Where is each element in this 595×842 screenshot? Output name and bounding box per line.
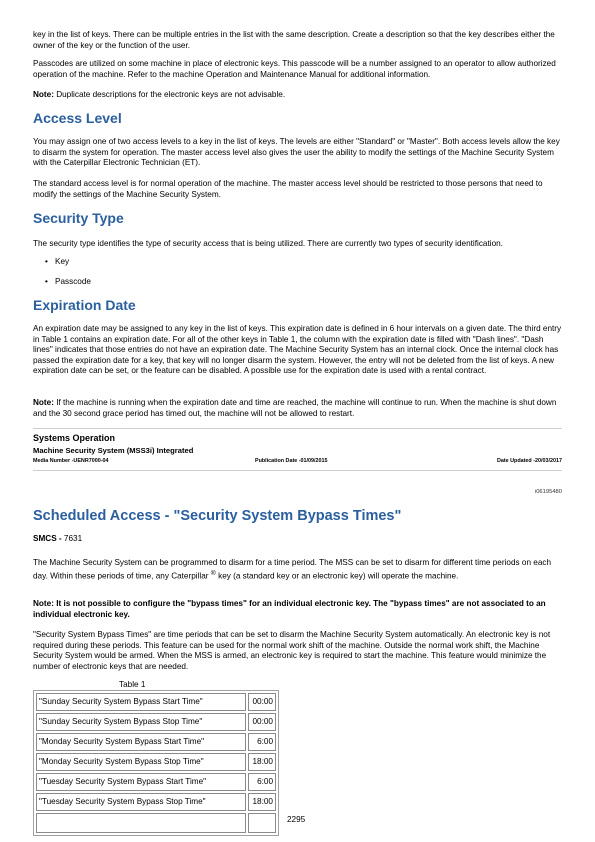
scheduled-paragraph-1 [33, 557, 562, 582]
scheduled-note: Note: It is not possible to configure the "bypass times" for an individual electronic key. The "bypass times" are not associated to an individual electronic key. [33, 599, 546, 619]
note-text: If the machine is running when the expiration date and time are reached, the machine will continue to run. When the machine is shut down and the 30 second grace period has timed out, the machine will not be allowed to restart. [33, 398, 557, 418]
expiration-date-heading: Expiration Date [33, 297, 136, 313]
table-cell-value: 18:00 [248, 753, 276, 771]
page-number: 2295 [287, 815, 306, 824]
table-cell-value: 6:00 [248, 773, 276, 791]
access-level-paragraph-1: You may assign one of two access levels to a key in the list of keys. The levels are either "Standard" or "Master". Both access levels allow the key to disarm the system for operation. The master access level also gives the user the ability to modify the settings of the Machine Security System with the Caterpillar Electronic Technician (ET). [33, 137, 560, 168]
table-row [36, 733, 276, 751]
smcs-value: 7631 [61, 534, 83, 543]
table-cell-value: 18:00 [248, 793, 276, 811]
table-cell-value: 6:00 [248, 733, 276, 751]
security-type-list [45, 257, 91, 297]
table-cell-label: "Sunday Security System Bypass Start Time" [36, 693, 246, 711]
bypass-times-table [33, 690, 279, 836]
table-cell-empty [248, 813, 276, 833]
security-type-heading: Security Type [33, 210, 124, 226]
table-cell-label: "Tuesday Security System Bypass Start Time" [36, 773, 246, 791]
publication-date: Publication Date -01/09/2015 [255, 458, 328, 464]
expiration-paragraph: An expiration date may be assigned to any key in the list of keys. This expiration date is defined in 6 hour intervals on a given date. The third entry in Table 1 contains an expiration date. For all of the other keys in Table 1, the column with the expiration date is filled with "Dash lines". "Dash lines" indicates that those entries do not have an expiration date. The Machine Security System has an internal clock. Once the internal clock has passed the expiration date for a key, that key will no longer disarm the system. However, the entry will not be deleted from the list of keys. A new expiration date can be set, or the feature can be disabled. A possible use for the expiration date is used with a rental contract. [33, 324, 562, 376]
table-row [36, 753, 276, 771]
access-level-paragraph-2: The standard access level is for normal operation of the machine. The master access level should be restricted to those persons that need to modify the settings of the Machine Security System. [33, 179, 543, 199]
expiration-note [33, 398, 562, 419]
scheduled-access-heading: Scheduled Access - "Security System Bypass Times" [33, 508, 402, 524]
table-caption: Table 1 [119, 680, 146, 689]
table-row [36, 813, 276, 833]
table-cell-label: "Monday Security System Bypass Stop Time" [36, 753, 246, 771]
scheduled-text-b: key (a standard key or an electronic key) will operate the machine. [215, 571, 459, 581]
intro-note [33, 90, 285, 101]
table-row [36, 693, 276, 711]
media-number: Media Number -UENR7000-04 [33, 458, 109, 464]
table-cell-value: 00:00 [248, 693, 276, 711]
scheduled-paragraph-2: "Security System Bypass Times" are time periods that can be set to disarm the Machine Security System automatically. An electronic key is not required during these periods. This feature can be used for the normal work shift of the machine. Outside the normal work shift, the Machine Security System would be armed. When the MSS is armed, an electronic key is required to start the machine. This feature would minimize the number of electronic keys that are needed. [33, 630, 551, 671]
registered-mark: ® [210, 570, 216, 577]
table-row [36, 713, 276, 731]
table-cell-value: 00:00 [248, 713, 276, 731]
table-row [36, 793, 276, 811]
table-row [36, 773, 276, 791]
systems-operation-subtitle: Machine Security System (MSS3i) Integrated [33, 446, 194, 455]
list-item: • Passcode [45, 277, 91, 297]
table-cell-empty [36, 813, 246, 833]
image-id: i06195480 [534, 489, 562, 495]
intro-paragraph-1: key in the list of keys. There can be multiple entries in the list with the same description. Create a description so that the key describes either the owner of the key or the function of the user. [33, 30, 555, 50]
list-item: • Key [45, 257, 91, 277]
note-label: Note: [33, 398, 54, 407]
date-updated: Date Updated -20/03/2017 [496, 458, 562, 464]
note-text: Duplicate descriptions for the electronic keys are not advisable. [53, 90, 286, 99]
table-cell-label: "Sunday Security System Bypass Stop Time" [36, 713, 246, 731]
smcs-label: SMCS - [33, 534, 62, 543]
divider [33, 428, 562, 429]
table-cell-label: "Tuesday Security System Bypass Stop Time" [36, 793, 246, 811]
scheduled-text-a: The Machine Security System can be programmed to disarm for a time period. The MSS can be set to disarm for different time periods on each day. Within these periods of time, any Caterpillar [33, 558, 552, 581]
security-type-paragraph: The security type identifies the type of security access that is being utilized. There are currently two types of security identification. [33, 239, 503, 248]
intro-paragraph-2: Passcodes are utilized on some machine in place of electronic keys. This passcode will be a number assigned to an operator to allow authorized operation of the machine. Refer to the machine Operation and Maintenance Manual for additional information. [33, 59, 556, 79]
systems-operation-title: Systems Operation [33, 433, 116, 443]
smcs-code [33, 534, 82, 543]
note-label: Note: [33, 90, 54, 99]
table-cell-label: "Monday Security System Bypass Start Time" [36, 733, 246, 751]
access-level-heading: Access Level [33, 110, 122, 126]
divider [33, 470, 562, 471]
